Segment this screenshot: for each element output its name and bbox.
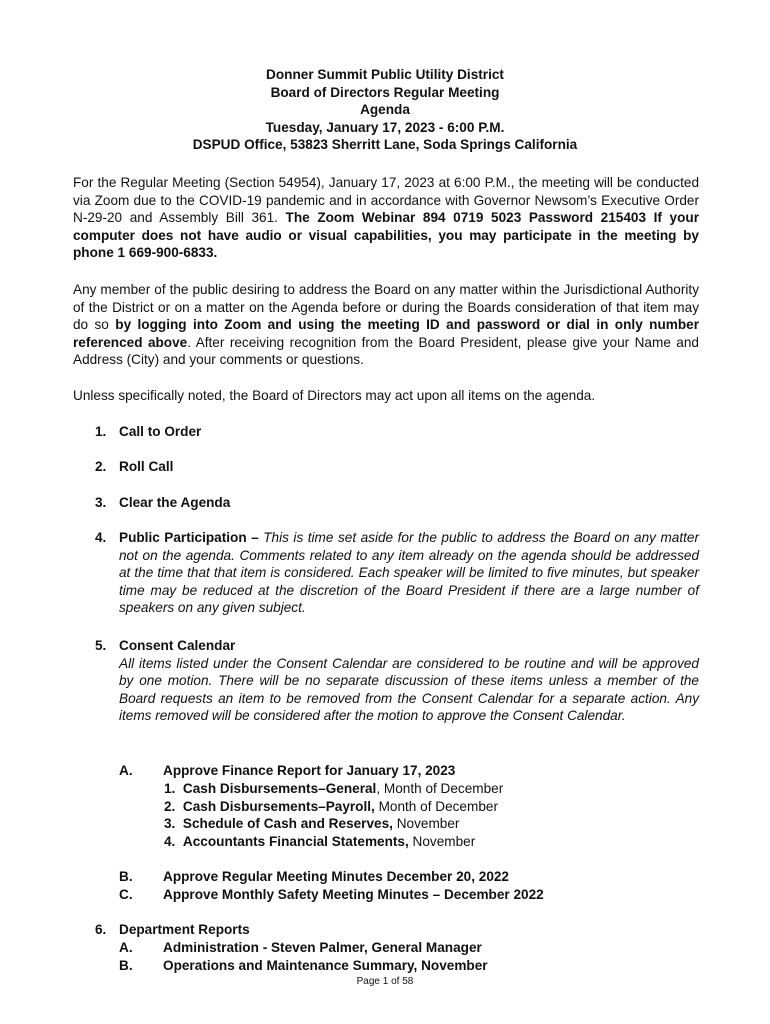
item-number: 4. xyxy=(95,530,107,545)
sub-title: Accountants Financial Statements, xyxy=(182,834,409,849)
item-description: This is time set aside for the public to address the Board on any matter not on the agenda. Comments related to any item already on the agenda should be addressed at the time that that item is considered. Each speaker will be limited to five minutes, but speaker time may be reduced at the discretion of the Board President if there are a large number of speakers on any given subject. xyxy=(119,530,699,616)
item-number: 3. xyxy=(95,495,107,510)
zoom-details: The Zoom Webinar 894 0719 5023 Password 215403 If your computer does not have audio or visual capabilities, you may participate in the meeting by phone 1 669-900-6833. xyxy=(73,210,699,261)
intro-paragraph-action: Unless specifically noted, the Board of Directors may act upon all items on the agenda. xyxy=(73,388,596,403)
district-name: Donner Summit Public Utility District xyxy=(266,67,504,82)
agenda-item-4 xyxy=(95,529,699,617)
item-number: 1. xyxy=(95,424,107,439)
public-bold-text: by logging into Zoom and using the meeting ID and password or dial in only number referenced above xyxy=(73,317,699,350)
consent-title: Approve Regular Meeting Minutes December 20, 2022 xyxy=(163,869,509,884)
report-letter: A. xyxy=(119,940,133,955)
item-number: 6. xyxy=(95,922,107,937)
item-description: All items listed under the Consent Calendar are considered to be routine and will be approved by one motion. There will be no separate discussion of these items unless a member of the Board requests an item to be removed from the Consent Calendar for a separate action. Any items removed will be considered after the motion to approve the Consent Calendar. xyxy=(119,655,699,724)
item-title: Consent Calendar xyxy=(119,638,236,653)
consent-title: Approve Finance Report for January 17, 2023 xyxy=(163,763,456,778)
document-title: Agenda xyxy=(360,102,410,118)
sub-number: 2. xyxy=(164,799,176,814)
consent-letter: A. xyxy=(119,763,133,778)
document-header xyxy=(0,66,770,154)
report-letter: B. xyxy=(119,958,133,973)
sub-detail: , Month of December xyxy=(376,781,504,796)
finance-sub-item-3 xyxy=(164,815,459,833)
sub-number: 1. xyxy=(164,781,176,796)
agenda-item-3 xyxy=(95,494,699,512)
public-text: Any member of the public desiring to address the Board on any matter within the Jurisdictional Authority of the District or on a matter on the Agenda before or during the Boards consideration of that item may do so xyxy=(73,282,699,333)
consent-title: Approve Monthly Safety Meeting Minutes – December 2022 xyxy=(163,887,544,902)
finance-sub-item-2 xyxy=(164,798,498,816)
sub-number: 3. xyxy=(164,816,176,831)
agenda-item-2 xyxy=(95,458,699,476)
agenda-item-6 xyxy=(95,921,699,939)
meeting-location: DSPUD Office, 53823 Sherritt Lane, Soda Springs California xyxy=(192,137,578,153)
meeting-type: Board of Directors Regular Meeting xyxy=(270,84,500,100)
item-number: 2. xyxy=(95,459,107,474)
consent-letter: B. xyxy=(119,869,133,884)
finance-sub-item-1 xyxy=(164,780,503,798)
public-text-end: . After receiving recognition from the Board President, please give your Name and Address (City) and your comments or questions. xyxy=(73,334,699,368)
report-title: Operations and Maintenance Summary, November xyxy=(163,958,488,973)
finance-sub-item-4 xyxy=(164,833,475,851)
report-title: Administration - Steven Palmer, General Manager xyxy=(163,940,482,955)
item-title: Roll Call xyxy=(119,459,174,474)
sub-detail: November xyxy=(408,834,476,849)
sub-title: Cash Disbursements–General xyxy=(182,781,377,796)
sub-title: Schedule of Cash and Reserves, xyxy=(182,816,393,831)
meeting-date: Tuesday, January 17, 2023 - 6:00 P.M. xyxy=(265,119,505,135)
intro-paragraph-zoom xyxy=(73,174,699,262)
sub-title: Cash Disbursements–Payroll, xyxy=(182,799,375,814)
item-title: Call to Order xyxy=(119,424,202,439)
intro-text: For the Regular Meeting (Section 54954), January 17, 2023 at 6:00 P.M., the meeting will be conducted via Zoom due to the COVID-19 pandemic and in accordance with Governor Newsom’s Executive Order N-29-20 and Assembly Bill 361. xyxy=(73,175,699,226)
item-body xyxy=(119,529,699,617)
page-number: Page 1 of 58 xyxy=(356,976,414,987)
sub-detail: November xyxy=(392,816,460,831)
consent-letter: C. xyxy=(119,887,133,902)
intro-paragraph-public xyxy=(73,281,699,369)
item-title: Public Participation – xyxy=(119,530,264,545)
agenda-item-5 xyxy=(95,637,699,725)
item-title: Department Reports xyxy=(119,922,250,937)
item-number: 5. xyxy=(95,638,107,653)
agenda-item-1 xyxy=(95,423,699,441)
sub-number: 4. xyxy=(164,834,176,849)
item-title: Clear the Agenda xyxy=(119,495,231,510)
item-body xyxy=(119,637,699,725)
sub-detail: Month of December xyxy=(374,799,498,814)
